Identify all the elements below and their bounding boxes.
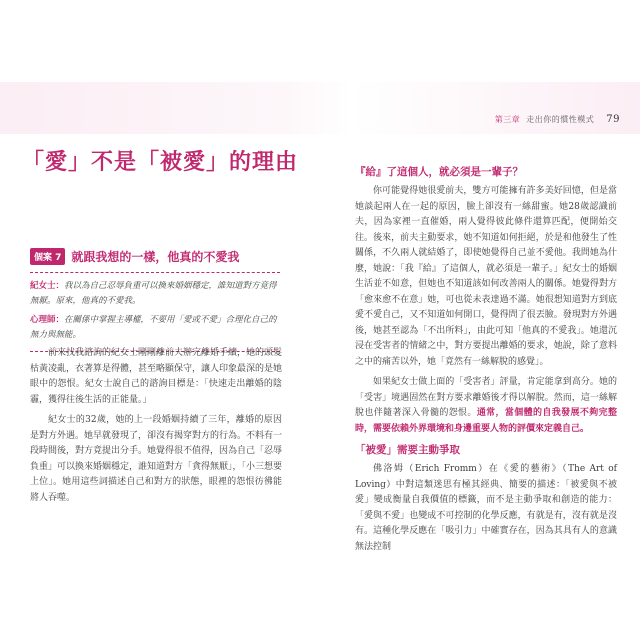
body-paragraph: [355, 375, 617, 437]
dialog-client: [30, 279, 280, 309]
dialog-box: [30, 272, 280, 352]
right-column: [355, 160, 617, 560]
page-title: 「愛」不是「被愛」的理由: [22, 149, 299, 175]
body-paragraph: 前來找我諮詢的紀女士剛剛離前夫辦完離婚手續，她的頭髮枯黃凌亂，衣著算是得體，甚至略顯保守，讓人印象最深的是她眼中的怨恨。紀女士說自己的諮詢目標是：「快速走出離婚的陰霾，獲得往後生活的正能量。」: [30, 348, 283, 405]
case-heading-text: 就跟我想的一樣，他真的不愛我: [71, 250, 240, 264]
case-badge: 個案 7: [30, 248, 65, 265]
chapter-label: 第三章: [494, 115, 521, 124]
case-heading: [30, 248, 239, 265]
highlight-text: 通常，當個體的自我發展不夠完整時，需要依賴外界環境和身邊重要人物的評價來定義自己。: [355, 408, 617, 434]
body-paragraph: 紀女士的32歲，她的上一段婚姻持續了三年，離婚的原因是對方外遇。她早就發現了，卻沒有揭穿對方的行為。不料有一段時間後，對方竟提出分手。她覺得很不值得，因為自己「忍辱負重」可以換來婚姻穩定，誰知道對方「貪得無厭」，「小三想要上位」。她用這些詞描述自己和對方的狀態，眼裡的怨恨彷彿能將人吞噬。: [30, 415, 283, 503]
running-header: [495, 114, 620, 125]
chapter-title: 走出你的慣性模式: [526, 115, 595, 124]
speaker-client: 紀女士：: [30, 281, 65, 291]
speaker-therapist: 心理師：: [30, 315, 65, 325]
body-paragraph: 你可能覺得她很愛前夫，雙方可能擁有許多美好回憶，但是當她談起兩人在一起的原因，臉上卻沒有一絲甜蜜。她28歲認識前夫，因為家裡一直催婚，兩人覺得彼此條件還算匹配，便開始交往。後來，前夫主動要求，她不知道如何拒絕，於是和他發生了性關係，不久兩人就結婚了，即使她覺得自己並不愛他。我問她為什麼，她說：「我『給』了這個人，就必須是一輩子。」紀女士的婚姻生活並不如意，但她也不知道該如何改善兩人的關係。她覺得對方「愈來愈不在意」她，可也從未表達過不滿。她很想知道對方到底愛不愛自己，又不知道如何開口，覺得問了很丟臉。發現對方外遇後，她甚至認為「不出所料」，由此可知「他真的不愛我」。她還沉浸在受害者的情緒之中，對方要提出離婚的要求，她說，除了意料之中的痛苦以外，她「竟然有一絲解脫的感覺」。: [355, 186, 617, 367]
dialog-client-text: 我以為自己忍辱負重可以換來婚姻穩定，誰知道對方竟得無厭。原來，他真的不愛我。: [30, 281, 277, 306]
subheading-give: 『給』了這個人，就必須是一輩子？: [355, 166, 523, 178]
page-number: 79: [606, 114, 620, 125]
dialog-therapist-text: 在關係中掌握主導權，不要用「愛或不愛」合理化自己的無力與無能。: [30, 315, 277, 340]
body-paragraph: 佛洛姆（Erich Fromm）在《愛的藝術》（The Art of Loving）中對這類迷思有極其經典、簡要的描述：「被愛與不被愛」變成衡量自我價值的標籤，而不是主動爭取和創造的能力：「愛與不愛」也變成不可控制的化學反應，有就是有，沒有就是沒有。這種化學反應在「吸引力」中確實存在，因為其具有人的意識無法控制: [355, 464, 617, 552]
header-band: [0, 82, 640, 134]
dialog-therapist: [30, 313, 280, 343]
left-column: [30, 346, 282, 511]
body-text: 如果紀女士做上面的「受害者」評量，肯定能拿到高分。她的「受害」境遇固然在對方要求離婚後才得以解脫。然而，這一絲解脫也伴隨著深入骨髓的怨恨。: [355, 377, 617, 418]
subheading-be-loved: 「被愛」需要主動爭取: [355, 444, 460, 456]
